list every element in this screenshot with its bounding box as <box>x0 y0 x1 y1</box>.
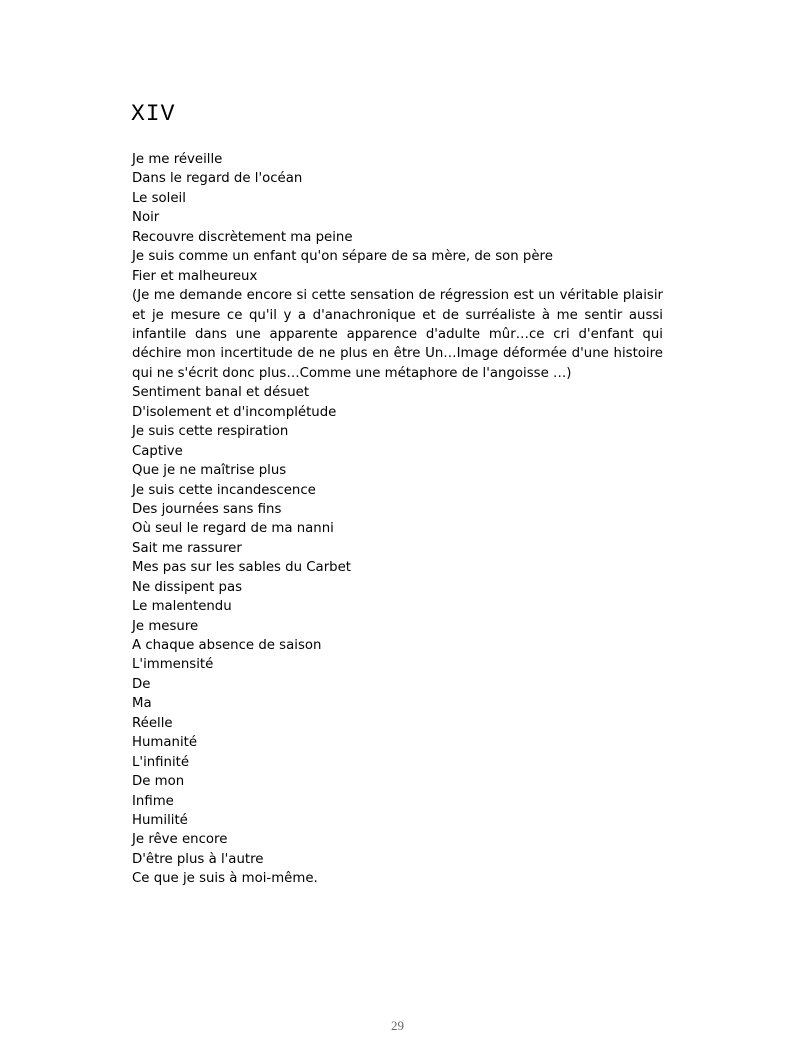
poem-line: Humilité <box>132 812 188 828</box>
poem-line: Que je ne maîtrise plus <box>132 463 287 479</box>
poem-line: Sentiment banal et désuet <box>132 385 310 401</box>
poem-line: De <box>132 676 151 692</box>
poem-line: Recouvre discrètement ma peine <box>132 229 353 245</box>
poem-line: Je me réveille <box>132 152 223 167</box>
poem-line: D'isolement et d'incomplétude <box>132 404 337 420</box>
poem-line: Sait me rassurer <box>132 540 242 556</box>
poem-line: Je suis cette incandescence <box>132 482 316 498</box>
poem-line: Noir <box>132 210 160 226</box>
poem-lines-after <box>132 383 663 888</box>
poem-line: Fier et malheureux <box>132 268 258 284</box>
poem-line: Je mesure <box>132 618 199 634</box>
poem-line: D'être plus à l'autre <box>132 851 264 867</box>
poem-line: De mon <box>132 774 185 790</box>
poem-line: Je rêve encore <box>132 832 228 848</box>
poem-line: Mes pas sur les sables du Carbet <box>132 560 352 576</box>
poem-line: L'immensité <box>132 657 214 673</box>
page-number: 29 <box>391 1018 404 1033</box>
poem-line: Ne dissipent pas <box>132 579 243 595</box>
poem-line: Dans le regard de l'océan <box>132 171 303 187</box>
poem-line: Je suis cette respiration <box>132 424 289 440</box>
poem-line: Ce que je suis à moi-même. <box>132 871 318 887</box>
poem-line: Humanité <box>132 735 198 751</box>
poem-line: Le malentendu <box>132 599 232 615</box>
poem-line: Des journées sans fins <box>132 501 282 517</box>
poem-line: Ma <box>132 696 152 712</box>
poem-line: A chaque absence de saison <box>132 638 322 654</box>
poem-line: Captive <box>132 443 183 459</box>
poem-body <box>132 150 663 889</box>
poem-line: Le soleil <box>132 190 186 206</box>
poem-line: Je suis comme un enfant qu'on sépare de sa mère, de son père <box>132 249 553 265</box>
chapter-title: XIV <box>131 101 176 127</box>
poem-line: Réelle <box>132 715 173 731</box>
poem-line: Infime <box>132 793 174 809</box>
poem-line: Où seul le regard de ma nanni <box>132 521 334 537</box>
poem-parenthetical-paragraph: (Je me demande encore si cette sensation de régression est un véritable plaisir et je mesure ce qu'il y a d'anachronique et de surréaliste à me sentir aussi infantile dans une apparente apparence d'adulte mûr…ce cri d'enfant qui déchire mon incertitude de ne plus en être Un…Image déformée d'une histoire qui ne s'écrit donc plus…Comme une métaphore de l'angoisse …) <box>132 288 663 381</box>
poem-line: L'infinité <box>132 754 190 770</box>
poem-lines-before <box>132 150 663 286</box>
